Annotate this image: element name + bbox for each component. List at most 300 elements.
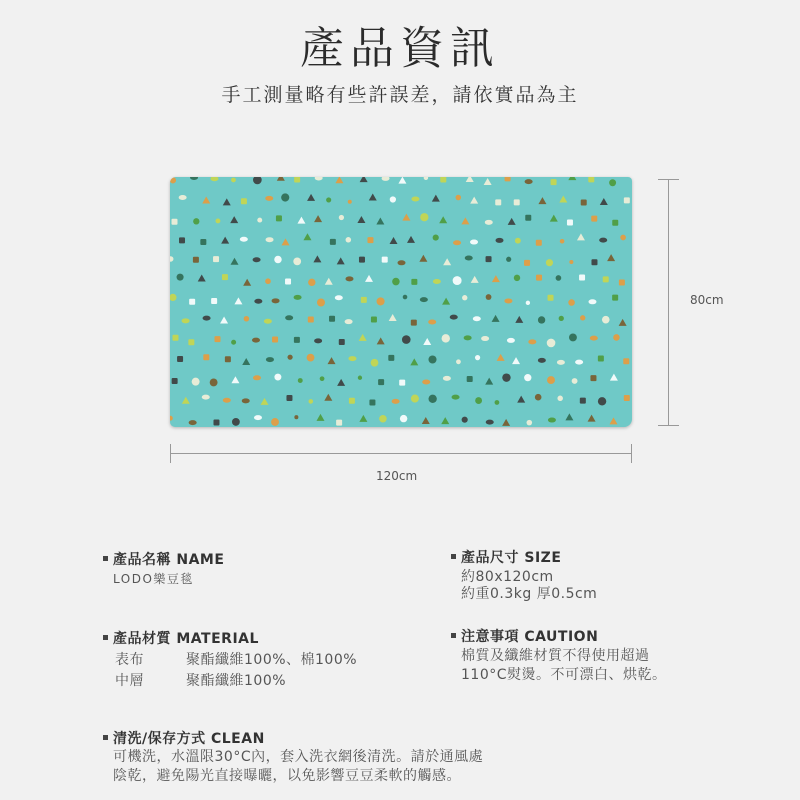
pattern-square <box>440 177 446 182</box>
pattern-leaf <box>496 238 504 243</box>
pattern-tree <box>202 197 210 204</box>
pattern-tree <box>497 354 505 361</box>
pattern-tree <box>365 275 373 282</box>
pattern-square <box>624 395 630 401</box>
pattern-leaf <box>345 319 353 324</box>
pattern-dot <box>580 315 585 320</box>
material-row-2-label: 中層 <box>115 673 144 689</box>
pattern-tree <box>303 233 311 240</box>
pattern-dot <box>377 297 385 305</box>
pattern-tree <box>335 177 343 183</box>
pattern-tree <box>432 195 440 202</box>
pattern-dot <box>559 316 564 321</box>
pattern-dot <box>274 374 281 381</box>
pattern-dot <box>293 257 301 265</box>
pattern-leaf <box>345 276 353 281</box>
pattern-square <box>536 240 542 246</box>
pattern-square <box>598 355 604 361</box>
pattern-leaf <box>428 319 436 324</box>
pattern-tree <box>517 396 525 403</box>
pattern-leaf <box>272 298 280 303</box>
pattern-tree <box>538 197 546 204</box>
pattern-leaf <box>210 177 218 181</box>
pattern-dot <box>265 278 271 284</box>
pattern-square <box>591 216 597 222</box>
pattern-tree <box>377 337 385 344</box>
pattern-tree <box>607 254 615 261</box>
pattern-dot <box>193 218 199 224</box>
pattern-dot <box>274 256 281 263</box>
pattern-leaf <box>470 240 478 245</box>
pattern-tree <box>410 358 418 365</box>
product-size-heading <box>451 547 561 567</box>
pattern-square <box>308 317 314 323</box>
pattern-dot <box>428 355 436 363</box>
bullet-icon <box>451 554 456 559</box>
pattern-leaf <box>382 177 390 181</box>
pattern-tree <box>337 257 345 264</box>
pattern-dot <box>568 299 575 306</box>
pattern-tree <box>484 178 492 185</box>
clean-line-1: 可機洗，水溫限30°C內，套入洗衣網後清洗。請於通風處 <box>113 749 484 765</box>
pattern-leaf <box>548 418 556 423</box>
pattern-tree <box>492 275 500 282</box>
pattern-leaf <box>265 196 273 201</box>
pattern-square <box>467 376 473 382</box>
pattern-leaf <box>411 197 419 202</box>
pattern-dot <box>281 193 289 201</box>
pattern-dot <box>192 378 200 386</box>
caution-heading-text: 注意事項 CAUTION <box>461 629 599 645</box>
product-size-line-2: 約重0.3kg 厚0.5cm <box>461 586 598 602</box>
pattern-tree <box>359 415 367 422</box>
pattern-dot <box>475 355 480 360</box>
pattern-dot <box>514 275 520 281</box>
pattern-leaf <box>392 399 400 404</box>
pattern-dot <box>348 200 352 204</box>
pattern-tree <box>485 378 493 385</box>
pattern-tree <box>619 319 627 326</box>
pattern-dot <box>569 260 573 264</box>
material-heading <box>103 628 259 648</box>
caution-line-2: 110°C熨燙。不可漂白、烘乾。 <box>461 667 667 683</box>
material-row-2-value: 聚酯纖維100% <box>186 673 287 689</box>
pattern-tree <box>314 215 322 222</box>
pattern-dot <box>546 259 553 266</box>
pattern-square <box>388 355 394 361</box>
pattern-square <box>514 199 520 205</box>
pattern-tree <box>230 216 238 223</box>
pattern-leaf <box>557 360 565 365</box>
pattern-square <box>536 275 542 281</box>
pattern-dot <box>170 416 173 421</box>
pattern-dot <box>527 420 533 426</box>
clean-heading <box>103 728 265 748</box>
pattern-tree <box>297 217 305 224</box>
pattern-tree <box>577 233 585 240</box>
pattern-leaf <box>452 395 460 400</box>
pattern-tree <box>443 258 451 265</box>
pattern-leaf <box>588 299 596 304</box>
pattern-dot <box>420 213 428 221</box>
pattern-dot <box>257 218 262 223</box>
pattern-dot <box>515 238 521 244</box>
pattern-square <box>591 259 597 265</box>
pattern-dot <box>557 396 562 401</box>
product-name-heading-text: 產品名稱 NAME <box>113 552 225 568</box>
blanket-pattern <box>170 177 632 427</box>
pattern-tree <box>419 255 427 262</box>
material-heading-text: 產品材質 MATERIAL <box>113 631 259 647</box>
pattern-tree <box>221 237 229 244</box>
pattern-leaf <box>465 256 473 261</box>
pattern-square <box>349 398 355 404</box>
pattern-dot <box>486 294 492 300</box>
pattern-dot <box>506 257 511 262</box>
pattern-tree <box>231 376 239 383</box>
pattern-tree <box>559 195 567 202</box>
pattern-dot <box>307 354 315 362</box>
pattern-dot <box>428 395 436 403</box>
pattern-square <box>399 380 405 386</box>
pattern-tree <box>277 177 285 181</box>
pattern-dot <box>613 334 620 341</box>
pattern-dot <box>371 359 379 367</box>
pattern-leaf <box>473 316 481 321</box>
pattern-tree <box>390 237 398 244</box>
pattern-tree <box>360 177 368 182</box>
product-size-heading-text: 產品尺寸 SIZE <box>461 550 562 566</box>
pattern-leaf <box>420 297 428 302</box>
pattern-square <box>213 419 219 425</box>
pattern-square <box>172 335 178 341</box>
height-dimension-line <box>668 179 669 425</box>
pattern-square <box>294 177 300 183</box>
pattern-tree <box>502 419 510 426</box>
pattern-leaf <box>254 415 262 420</box>
pattern-tree <box>568 177 576 180</box>
pattern-tree <box>313 255 321 262</box>
product-name-heading <box>103 549 224 569</box>
pattern-tree <box>242 358 250 365</box>
pattern-square <box>378 379 384 385</box>
pattern-square <box>272 337 278 343</box>
pattern-tree <box>439 216 447 223</box>
pattern-square <box>505 177 511 181</box>
pattern-square <box>193 257 199 263</box>
pattern-square <box>188 339 194 345</box>
pattern-leaf <box>599 238 607 243</box>
pattern-tree <box>220 316 228 323</box>
pattern-square <box>371 317 377 323</box>
pattern-tree <box>198 275 206 282</box>
pattern-tree <box>359 334 367 341</box>
pattern-leaf <box>315 177 323 181</box>
pattern-leaf <box>575 360 583 365</box>
pattern-square <box>276 215 282 221</box>
pattern-square <box>382 257 388 263</box>
pattern-tree <box>243 279 251 286</box>
pattern-tree <box>508 218 516 225</box>
pattern-leaf <box>223 398 231 403</box>
pattern-tree <box>398 177 406 184</box>
pattern-dot <box>308 399 313 404</box>
pattern-square <box>590 375 596 381</box>
pattern-tree <box>261 398 269 405</box>
clean-line-2: 陰乾，避免陽光直接曝曬，以免影響豆豆柔軟的觸感。 <box>113 768 461 784</box>
pattern-dot <box>177 274 184 281</box>
caution-line-1: 棉質及纖維材質不得使用超過 <box>461 648 650 664</box>
pattern-dot <box>547 339 556 348</box>
pattern-dot <box>424 177 428 180</box>
pattern-dot <box>326 197 331 202</box>
pattern-dot <box>433 235 439 241</box>
pattern-dot <box>271 418 279 426</box>
pattern-square <box>623 358 629 364</box>
pattern-leaf <box>252 338 260 343</box>
pattern-dot <box>526 301 530 305</box>
pattern-dot <box>244 316 249 321</box>
pattern-dot <box>231 340 236 345</box>
pattern-dot <box>170 177 176 183</box>
pattern-leaf <box>253 375 261 380</box>
pattern-dot <box>253 177 262 184</box>
pattern-leaf <box>335 295 343 300</box>
pattern-leaf <box>242 398 250 403</box>
pattern-dot <box>620 235 626 241</box>
pattern-tree <box>407 236 415 243</box>
pattern-leaf <box>203 316 211 321</box>
pattern-dot <box>402 335 411 344</box>
pattern-tree <box>470 197 478 204</box>
pattern-dot <box>609 179 616 186</box>
pattern-tree <box>231 258 239 265</box>
width-label: 120cm <box>376 469 418 483</box>
pattern-dot <box>560 239 565 244</box>
pattern-leaf <box>266 357 274 362</box>
pattern-tree <box>369 194 377 201</box>
pattern-dot <box>308 279 315 286</box>
pattern-tree <box>423 338 431 345</box>
pattern-dot <box>392 278 400 286</box>
pattern-square <box>172 219 178 225</box>
pattern-square <box>624 197 630 203</box>
pattern-square <box>211 298 217 304</box>
blanket-image <box>170 177 632 427</box>
pattern-leaf <box>182 318 190 323</box>
pattern-square <box>285 279 291 285</box>
pattern-leaf <box>504 298 512 303</box>
pattern-tree <box>600 198 608 205</box>
material-row-1-label: 表布 <box>115 652 144 668</box>
pattern-dot <box>495 400 500 405</box>
pattern-tree <box>466 177 474 182</box>
pattern-dot <box>210 379 218 387</box>
pattern-dot <box>320 376 325 381</box>
pattern-tree <box>324 394 332 401</box>
pattern-dot <box>403 295 408 300</box>
pattern-square <box>525 215 531 221</box>
pattern-dot <box>572 378 578 384</box>
pattern-leaf <box>294 295 302 300</box>
height-cap-bottom <box>658 425 679 426</box>
pattern-dot <box>317 299 325 307</box>
pattern-dot <box>358 376 362 380</box>
pattern-leaf <box>422 379 430 384</box>
pattern-dot <box>475 397 482 404</box>
pattern-square <box>524 260 530 266</box>
pattern-square <box>330 239 336 245</box>
pattern-square <box>619 279 625 285</box>
pattern-tree <box>492 315 500 322</box>
pattern-square <box>361 297 367 303</box>
pattern-square <box>336 420 342 426</box>
pattern-square <box>225 356 231 362</box>
pattern-square <box>579 274 585 280</box>
pattern-leaf <box>481 336 489 341</box>
pattern-leaf <box>179 195 187 200</box>
pattern-square <box>411 279 417 285</box>
pattern-tree <box>471 276 479 283</box>
pattern-square <box>588 177 594 182</box>
width-dimension-line <box>170 453 632 454</box>
pattern-tree <box>316 414 324 421</box>
pattern-dot <box>456 195 462 201</box>
pattern-dot <box>170 256 173 262</box>
pattern-leaf <box>348 356 356 361</box>
page-title: 產品資訊 <box>300 23 500 74</box>
pattern-tree <box>234 297 242 304</box>
caution-heading <box>451 626 598 646</box>
pattern-dot <box>170 294 177 301</box>
pattern-dot <box>339 215 344 220</box>
pattern-square <box>294 337 300 343</box>
pattern-dot <box>502 373 510 381</box>
pattern-tree <box>376 217 384 224</box>
pattern-tree <box>223 198 231 205</box>
clean-heading-text: 清洗/保存方式 CLEAN <box>113 731 265 747</box>
pattern-leaf <box>450 315 458 320</box>
pattern-dot <box>462 417 468 423</box>
pattern-dot <box>569 334 577 342</box>
pattern-square <box>339 339 345 345</box>
pattern-leaf <box>486 420 494 425</box>
material-row-1-value: 聚酯纖維100%、棉100% <box>186 652 358 668</box>
pattern-square <box>214 336 220 342</box>
pattern-square <box>581 199 587 205</box>
pattern-square <box>369 400 375 406</box>
pattern-square <box>213 256 219 262</box>
pattern-dot <box>556 275 562 281</box>
pattern-dot <box>390 196 396 202</box>
pattern-leaf <box>253 257 261 262</box>
pattern-dot <box>379 415 387 423</box>
pattern-leaf <box>538 358 546 363</box>
pattern-tree <box>550 215 558 222</box>
pattern-leaf <box>464 335 472 340</box>
pattern-tree <box>512 357 520 364</box>
pattern-dot <box>442 334 450 342</box>
pattern-leaf <box>528 339 536 344</box>
pattern-square <box>241 198 247 204</box>
pattern-leaf <box>190 177 198 180</box>
pattern-square <box>222 274 228 280</box>
pattern-leaf <box>433 279 441 284</box>
pattern-tree <box>357 216 365 223</box>
pattern-tree <box>422 417 430 424</box>
pattern-square <box>189 299 195 305</box>
pattern-tree <box>610 374 618 381</box>
pattern-square <box>612 220 618 226</box>
pattern-dot <box>400 415 407 422</box>
pattern-square <box>200 239 206 245</box>
pattern-square <box>329 316 335 322</box>
pattern-tree <box>328 357 336 364</box>
pattern-leaf <box>485 220 493 225</box>
pattern-square <box>179 237 185 243</box>
pattern-leaf <box>285 315 293 320</box>
pattern-leaf <box>189 420 197 425</box>
pattern-leaf <box>525 179 533 184</box>
pattern-square <box>286 395 292 401</box>
pattern-tree <box>402 214 410 221</box>
pattern-dot <box>524 374 531 381</box>
pattern-dot <box>535 394 542 401</box>
pattern-leaf <box>264 319 272 324</box>
pattern-tree <box>565 413 573 420</box>
pattern-tree <box>461 217 469 224</box>
pattern-tree <box>442 298 450 305</box>
pattern-square <box>172 378 178 384</box>
pattern-dot <box>294 415 298 419</box>
pattern-square <box>486 256 492 262</box>
pattern-leaf <box>314 338 322 343</box>
pattern-leaf <box>266 237 274 242</box>
pattern-tree <box>307 194 315 201</box>
bullet-icon <box>451 633 456 638</box>
pattern-tree <box>282 238 290 245</box>
pattern-tree <box>441 417 449 424</box>
pattern-square <box>580 398 586 404</box>
pattern-tree <box>588 415 596 422</box>
page-subtitle: 手工測量略有些許誤差，請依實品為主 <box>221 84 579 106</box>
width-cap-right <box>631 444 632 463</box>
pattern-dot <box>538 316 545 323</box>
bullet-icon <box>103 635 108 640</box>
pattern-leaf <box>453 240 461 245</box>
pattern-dot <box>287 355 292 360</box>
pattern-tree <box>182 397 190 404</box>
pattern-square <box>411 320 417 326</box>
pattern-square <box>495 199 501 205</box>
pattern-dot <box>602 316 610 324</box>
pattern-dot <box>456 359 461 364</box>
pattern-dot <box>598 397 606 405</box>
pattern-dot <box>216 219 221 224</box>
pattern-tree <box>325 278 333 285</box>
pattern-dot <box>346 237 352 243</box>
pattern-leaf <box>254 299 262 304</box>
pattern-dot <box>231 178 236 183</box>
pattern-square <box>603 276 609 282</box>
pattern-square <box>551 179 557 185</box>
pattern-leaf <box>240 237 248 242</box>
pattern-tree <box>389 314 397 321</box>
pattern-square <box>567 220 573 226</box>
pattern-leaf <box>590 336 598 341</box>
bullet-icon <box>103 735 108 740</box>
product-name-value: LODO樂豆毯 <box>113 572 194 586</box>
